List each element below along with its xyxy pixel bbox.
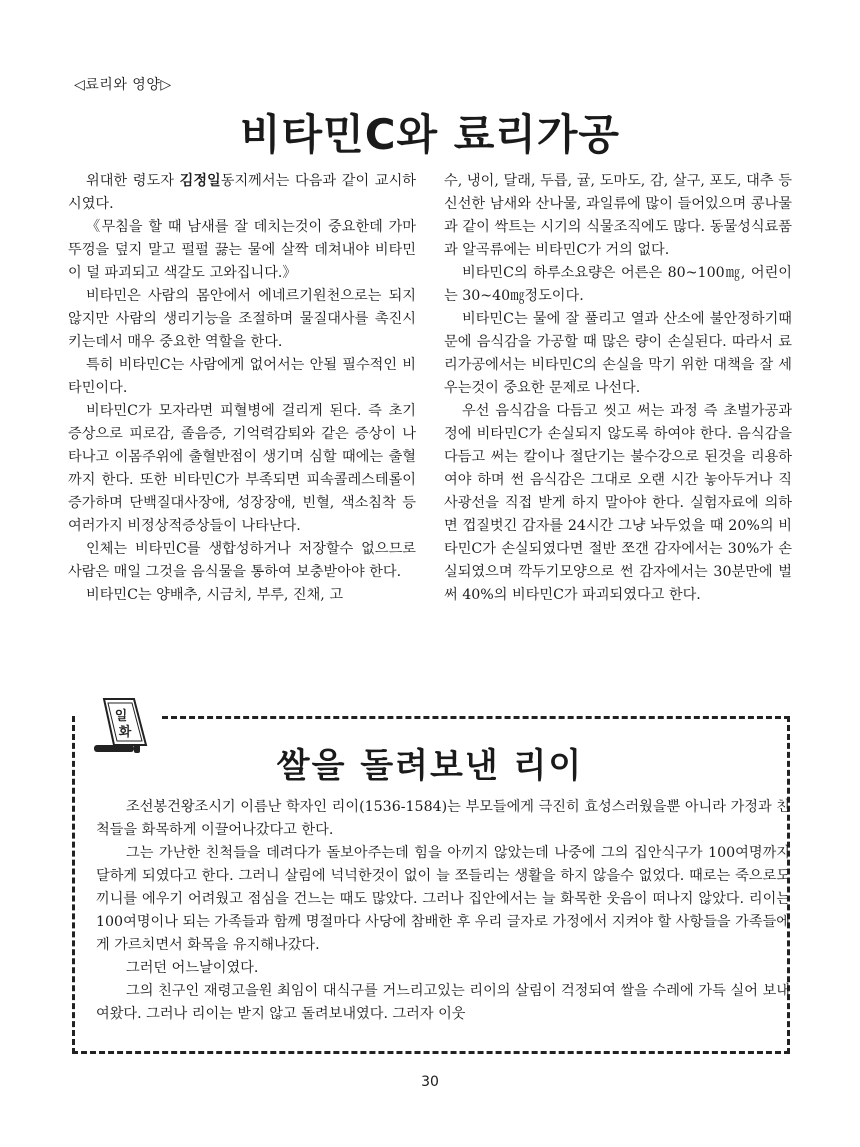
paragraph: 특히 비타민C는 사람에게 없어서는 안될 필수적인 비타민이다. — [68, 357, 416, 396]
quote-paragraph: 《무침을 할 때 남새를 잘 데치는것이 중요한데 가마뚜껑을 덮지 말고 펄펄 끓는 물에 살짝 데쳐내야 비타민이 덜 파괴되고 색갈도 고와집니다.》 — [68, 219, 416, 281]
article-title: 비타민C와 료리가공 — [239, 110, 621, 159]
paragraph: 인체는 비타민C를 생합성하거나 저장할수 없으므로 사람은 매일 그것을 음식물을 통하여 보충받아야 한다. — [68, 541, 416, 580]
article-body — [68, 170, 792, 607]
paragraph-continued: 수, 냉이, 달래, 두릅, 귤, 도마도, 감, 살구, 포도, 대추 등 신선한 남새와 산나물, 과일류에 많이 들어있으며 콩나물과 같이 싹트는 시기의 식물조직에도 많다. 동물성식료품과 알곡류에는 비타민C가 거의 없다. — [444, 173, 792, 258]
story-title: 쌀을 돌려보낸 리이 — [276, 746, 584, 786]
intro-paragraph — [68, 170, 416, 216]
paragraph: 비타민은 사람의 몸안에서 에네르기원천으로는 되지 않지만 사람의 생리기능을 조절하며 물질대사를 촉진시키는데서 매우 중요한 역할을 한다. — [68, 288, 416, 350]
page-number: 30 — [421, 1074, 439, 1090]
story-box-top-border — [162, 716, 790, 719]
paragraph: 비타민C의 하루소요량은 어른은 80~100㎎, 어린이는 30~40㎎정도이다. — [444, 265, 792, 304]
story-paragraph: 그러던 어느날이였다. — [126, 960, 259, 976]
story-paragraph: 그의 친구인 재령고을원 최임이 대식구를 거느리고있는 리이의 살림이 걱정되여 쌀을 수레에 가득 실어 보내여왔다. 그러나 리이는 받지 않고 돌려보내였다. 그러자 이웃 — [96, 983, 790, 1022]
paragraph: 비타민C는 양배추, 시금치, 부루, 진채, 고 — [86, 587, 344, 603]
section-label: ◁료리와 영양▷ — [74, 77, 172, 93]
left-column — [68, 170, 416, 607]
right-column — [444, 170, 792, 607]
story-paragraph: 그는 가난한 친척들을 데려다가 돌보아주는데 힘을 아끼지 않았는데 나중에 그의 집안식구가 100여명까지 달하게 되였다고 한다. 그러니 살림에 넉넉한것이 없이 늘 쪼들리는 생활을 하지 않을수 없었다. 때로는 죽으로도 끼니를 에우기 어려웠고 점심을 건느는 때도 많았다. 그러나 집안에서는 늘 화목한 웃음이 떠나지 않았다. 리이는 100여명이나 되는 가족들과 함께 명절마다 사당에 참배한 후 우리 글자로 가정에서 지켜야 할 사항들을 가족들에게 가르치면서 화목을 유지해나갔다. — [96, 845, 790, 953]
intro-prefix: 위대한 령도자 — [86, 173, 180, 189]
leader-name: 김정일 — [179, 173, 221, 189]
paragraph: 비타민C가 모자라면 피혈병에 걸리게 된다. 즉 초기증상으로 피로감, 졸음증, 기억력감퇴와 같은 증상이 나타나고 이몸주위에 출혈반점이 생기며 심할 때에는 출혈까지 한다. 또한 비타민C가 부족되면 피속콜레스테롤이 증가하며 단백질대사장애, 성장장애, 빈혈, 색소침착 등 여러가지 비정상적증상들이 나타난다. — [68, 403, 416, 534]
story-paragraph: 조선봉건왕조시기 이름난 학자인 리이(1536-1584)는 부모들에게 극진히 효성스러웠을뿐 아니라 가정과 친척들을 화목하게 이끌어나갔다고 한다. — [96, 799, 790, 838]
intro-suffix: 동지께서는 다음과 같이 교시하시였다. — [68, 173, 416, 212]
paragraph: 우선 음식감을 다듬고 씻고 써는 과정 즉 초벌가공과정에 비타민C가 손실되지 않도록 하여야 한다. 음식감을 다듬고 써는 칼이나 절단기는 불수강으로 된것을 리용하여야 하며 썬 음식감은 그대로 오랜 시간 놓아두거나 직사광선을 직접 받게 하지 말아야 한다. 실험자료에 의하면 껍질벗긴 감자를 24시간 그냥 놔두었을 때 20%의 비타민C가 손실되였다면 절반 쪼갠 감자에서는 30%가 손실되였으며 깍두기모양으로 썬 감자에서는 30분만에 벌써 40%의 비타민C가 파괴되였다고 한다. — [444, 403, 792, 603]
paragraph: 비타민C는 물에 잘 풀리고 열과 산소에 불안정하기때문에 음식감을 가공할 때 많은 량이 손실된다. 따라서 료리가공에서는 비타민C의 손실을 막기 위한 대책을 잘 세우는것이 중요한 문제로 나선다. — [444, 311, 792, 396]
story-icon-label-top: 일 — [114, 709, 128, 724]
story-icon-label-bottom: 화 — [118, 725, 132, 740]
story-body — [96, 796, 790, 1026]
